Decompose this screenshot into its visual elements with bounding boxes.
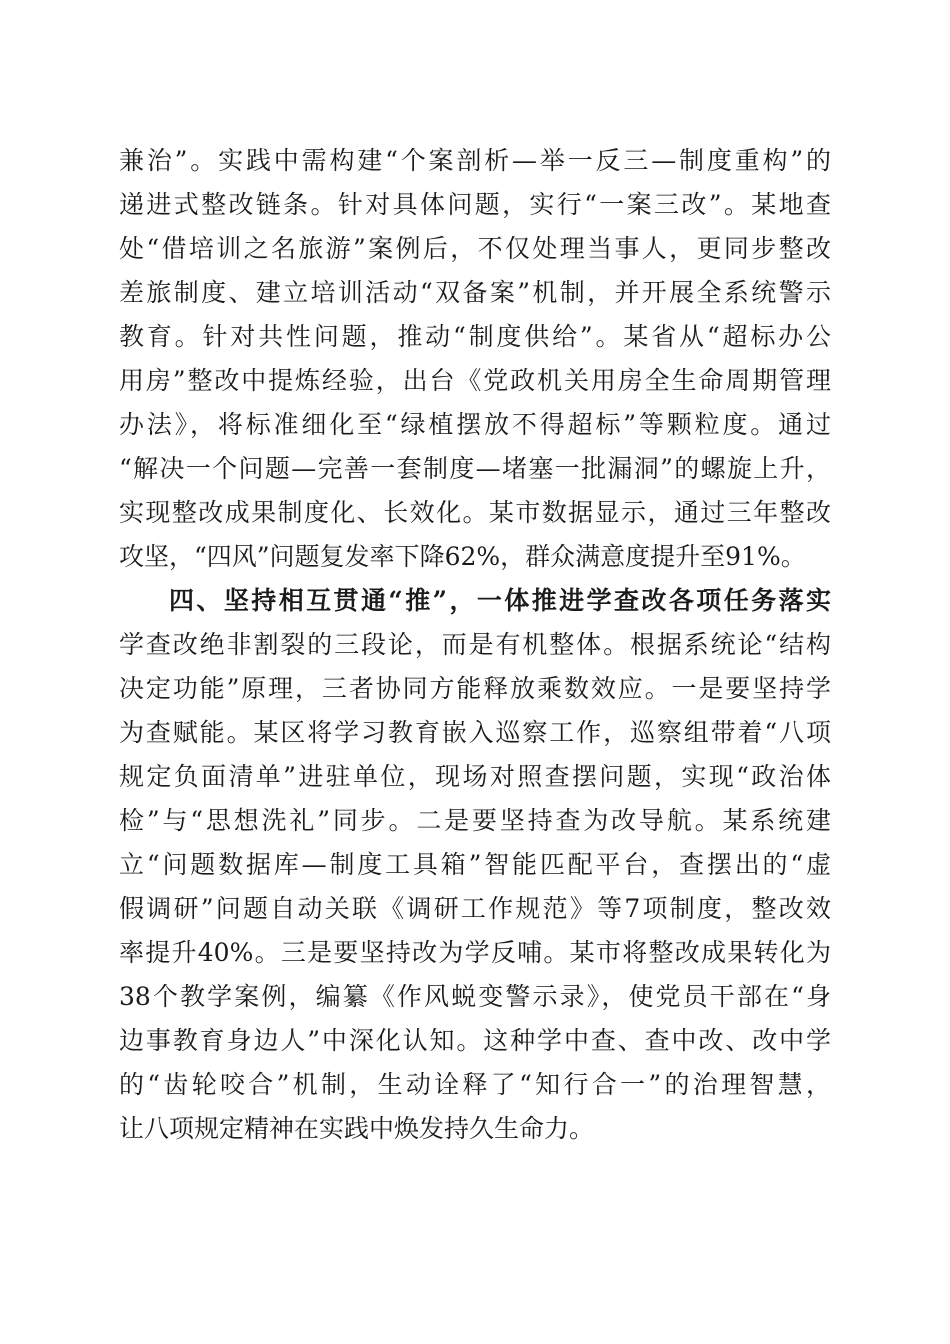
document-body (119, 139, 831, 1151)
paragraph-line: 立“问题数据库—制度工具箱”智能匹配平台，查摆出的“虚 (119, 850, 831, 879)
paragraph-line: 教育。针对共性问题，推动“制度供给”。某省从“超标办公 (119, 322, 831, 351)
paragraph-line: 假调研”问题自动关联《调研工作规范》等7项制度，整改效 (119, 894, 831, 923)
paragraph-line: 实现整改成果制度化、长效化。某市数据显示，通过三年整改 (119, 498, 831, 527)
paragraph-line: 兼治”。实践中需构建“个案剖析—举一反三—制度重构”的 (119, 146, 831, 175)
paragraph-line: 攻坚，“四风”问题复发率下降62%，群众满意度提升至91%。 (119, 542, 806, 571)
paragraph-line: 为查赋能。某区将学习教育嵌入巡察工作，巡察组带着“八项 (119, 718, 831, 747)
paragraph-line: 检”与“思想洗礼”同步。二是要坚持查为改导航。某系统建 (119, 806, 831, 835)
paragraph-line: 让八项规定精神在实践中焕发持久生命力。 (119, 1114, 595, 1143)
section-heading: 四、坚持相互贯通“推”，一体推进学查改各项任务落实 (169, 586, 831, 615)
paragraph-line: 的“齿轮咬合”机制，生动诠释了“知行合一”的治理智慧， (119, 1070, 831, 1099)
paragraph-line: 38个教学案例，编纂《作风蜕变警示录》，使党员干部在“身 (119, 982, 831, 1011)
paragraph-line: 递进式整改链条。针对具体问题，实行“一案三改”。某地查 (119, 190, 831, 219)
paragraph-line: 差旅制度、建立培训活动“双备案”机制，并开展全系统警示 (119, 278, 831, 307)
paragraph-line: 处“借培训之名旅游”案例后，不仅处理当事人，更同步整改 (119, 234, 831, 263)
paragraph-line: 决定功能”原理，三者协同方能释放乘数效应。一是要坚持学 (119, 674, 831, 703)
paragraph-line: 边事教育身边人”中深化认知。这种学中查、查中改、改中学 (119, 1026, 831, 1055)
paragraph-line: 率提升40%。三是要坚持改为学反哺。某市将整改成果转化为 (119, 938, 831, 967)
paragraph-line: 办法》，将标准细化至“绿植摆放不得超标”等颗粒度。通过 (119, 410, 831, 439)
paragraph-line: 用房”整改中提炼经验，出台《党政机关用房全生命周期管理 (119, 366, 831, 395)
paragraph-line: 学查改绝非割裂的三段论，而是有机整体。根据系统论“结构 (119, 630, 831, 659)
paragraph-line: 规定负面清单”进驻单位，现场对照查摆问题，实现“政治体 (119, 762, 831, 791)
paragraph-line: “解决一个问题—完善一套制度—堵塞一批漏洞”的螺旋上升， (119, 454, 831, 483)
